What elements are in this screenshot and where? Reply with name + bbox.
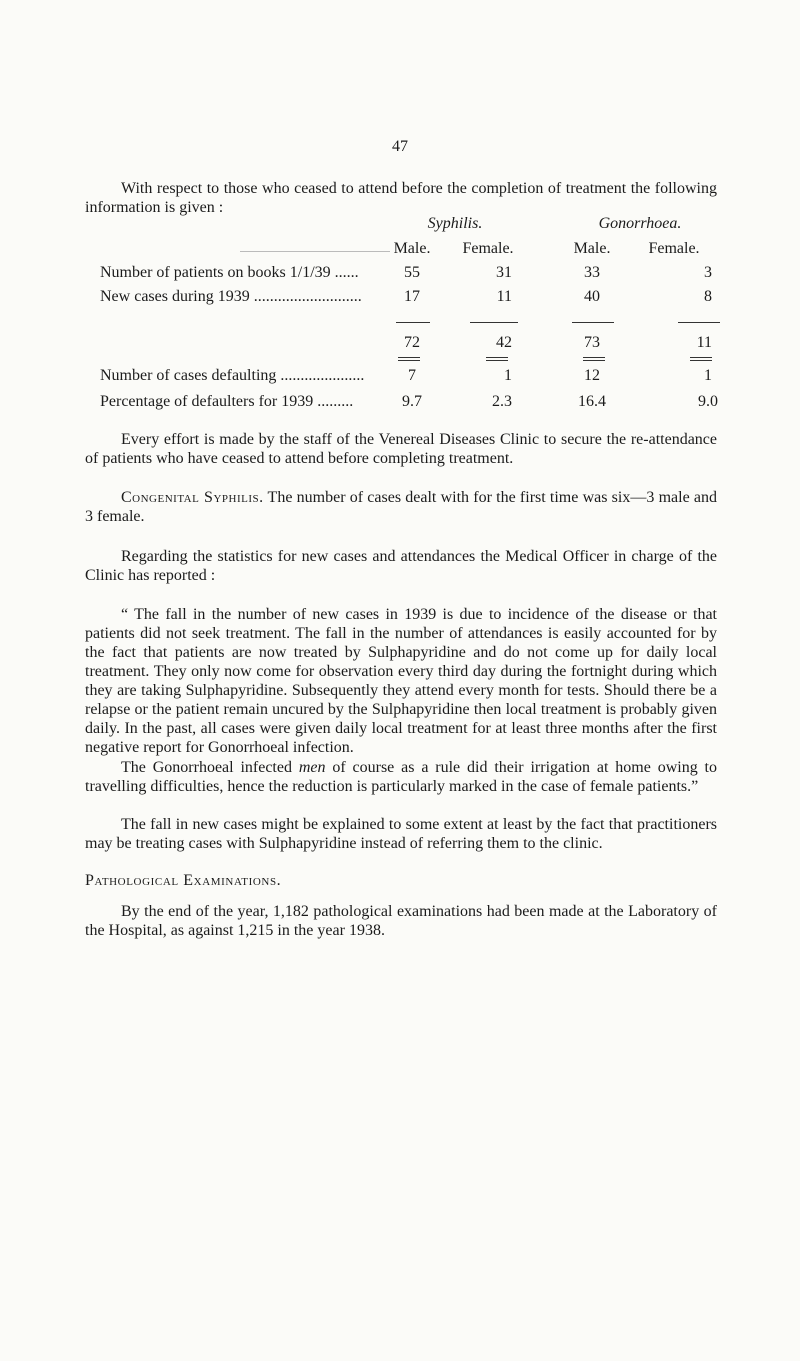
sum-rule	[470, 322, 518, 323]
table-row-label: Number of cases defaulting .....................	[100, 367, 365, 384]
table-cell: 17	[404, 288, 420, 305]
header-divider	[240, 251, 390, 252]
table-cell: 9.7	[402, 393, 422, 410]
table-cell: 1	[704, 367, 712, 384]
table-cell: 7	[408, 367, 416, 384]
table-cell: 9.0	[698, 393, 718, 410]
gonorrhoea-female-header: Female.	[648, 240, 700, 257]
table-cell: 16.4	[578, 393, 606, 410]
quote-2-start: The Gonorrhoeal infected	[121, 759, 299, 776]
syphilis-male-header: Male.	[393, 240, 431, 257]
table-cell: 11	[496, 288, 512, 305]
sum-rule	[396, 322, 430, 323]
pathological-paragraph: By the end of the year, 1,182 pathological examinations had been made at the Laboratory of the Hospital, as against 1,215 in the year 1938.	[85, 903, 717, 939]
table-cell: 8	[704, 288, 712, 305]
table-row-label: New cases during 1939 ...........................	[100, 288, 362, 305]
congenital-paragraph	[85, 488, 717, 526]
syphilis-female-header: Female.	[462, 240, 514, 257]
sum-rule	[572, 322, 614, 323]
table-total: 73	[584, 334, 600, 351]
table-total: 72	[404, 334, 420, 351]
pathological-heading: Pathological Examinations.	[85, 872, 282, 889]
table-row-label: Percentage of defaulters for 1939 .........	[100, 393, 354, 410]
double-rule	[690, 357, 712, 361]
congenital-text: The number of cases dealt with for the first time was six—3 male and 3 female.	[85, 489, 717, 525]
page-number: 47	[392, 138, 408, 155]
quote-paragraph-1: “ The fall in the number of new cases in 1939 is due to incidence of the disease or that patients did not seek treatment. The fall in the number of attendances is easily accounted for by the fact that patients are now treated by Sulphapyridine and do not come up for daily local treatment. They only now come for observation every third day during the fortnight during which they are taking Sulphapyridine. Subsequently they attend every month for tests. Should there be a relapse or the patient remain uncured by the Sulphapyridine then local treatment is probably given daily. In the past, all cases were given daily local treatment for at least three months after the first negative report for Gonorrhoeal infection.	[85, 606, 717, 756]
table-cell: 33	[584, 264, 600, 281]
table-total: 42	[496, 334, 512, 351]
double-rule	[583, 357, 605, 361]
effort-paragraph: Every effort is made by the staff of the Venereal Diseases Clinic to secure the re-attendance of patients who have ceased to attend before completing treatment.	[85, 431, 717, 467]
table-cell: 55	[404, 264, 420, 281]
gonorrhoea-male-header: Male.	[573, 240, 611, 257]
regarding-paragraph: Regarding the statistics for new cases and attendances the Medical Officer in charge of the Clinic has reported :	[85, 548, 717, 584]
table-cell: 2.3	[492, 393, 512, 410]
quote-paragraph-2	[85, 758, 717, 796]
double-rule	[398, 357, 420, 361]
sum-rule	[678, 322, 720, 323]
quote-2-men: men	[298, 759, 326, 776]
congenital-heading: Congenital Syphilis.	[121, 489, 264, 506]
table-cell: 1	[504, 367, 512, 384]
table-cell: 12	[584, 367, 600, 384]
double-rule	[486, 357, 508, 361]
syphilis-group-header: Syphilis.	[427, 215, 483, 232]
table-cell: 40	[584, 288, 600, 305]
table-total: 11	[696, 334, 712, 351]
table-cell: 3	[704, 264, 712, 281]
intro-paragraph: With respect to those who ceased to attend before the completion of treatment the following information is given :	[85, 180, 717, 216]
fall-paragraph: The fall in new cases might be explained to some extent at least by the fact that practitioners may be treating cases with Sulphapyridine instead of referring them to the clinic.	[85, 816, 717, 852]
table-cell: 31	[496, 264, 512, 281]
quote-2-end: of course as a rule did their irrigation at home owing to travelling difficulties, hence the reduction is particularly marked in the case of female patients.”	[85, 759, 717, 795]
gonorrhoea-group-header: Gonorrhoea.	[598, 215, 682, 232]
table-row-label: Number of patients on books 1/1/39 ......	[100, 264, 359, 281]
